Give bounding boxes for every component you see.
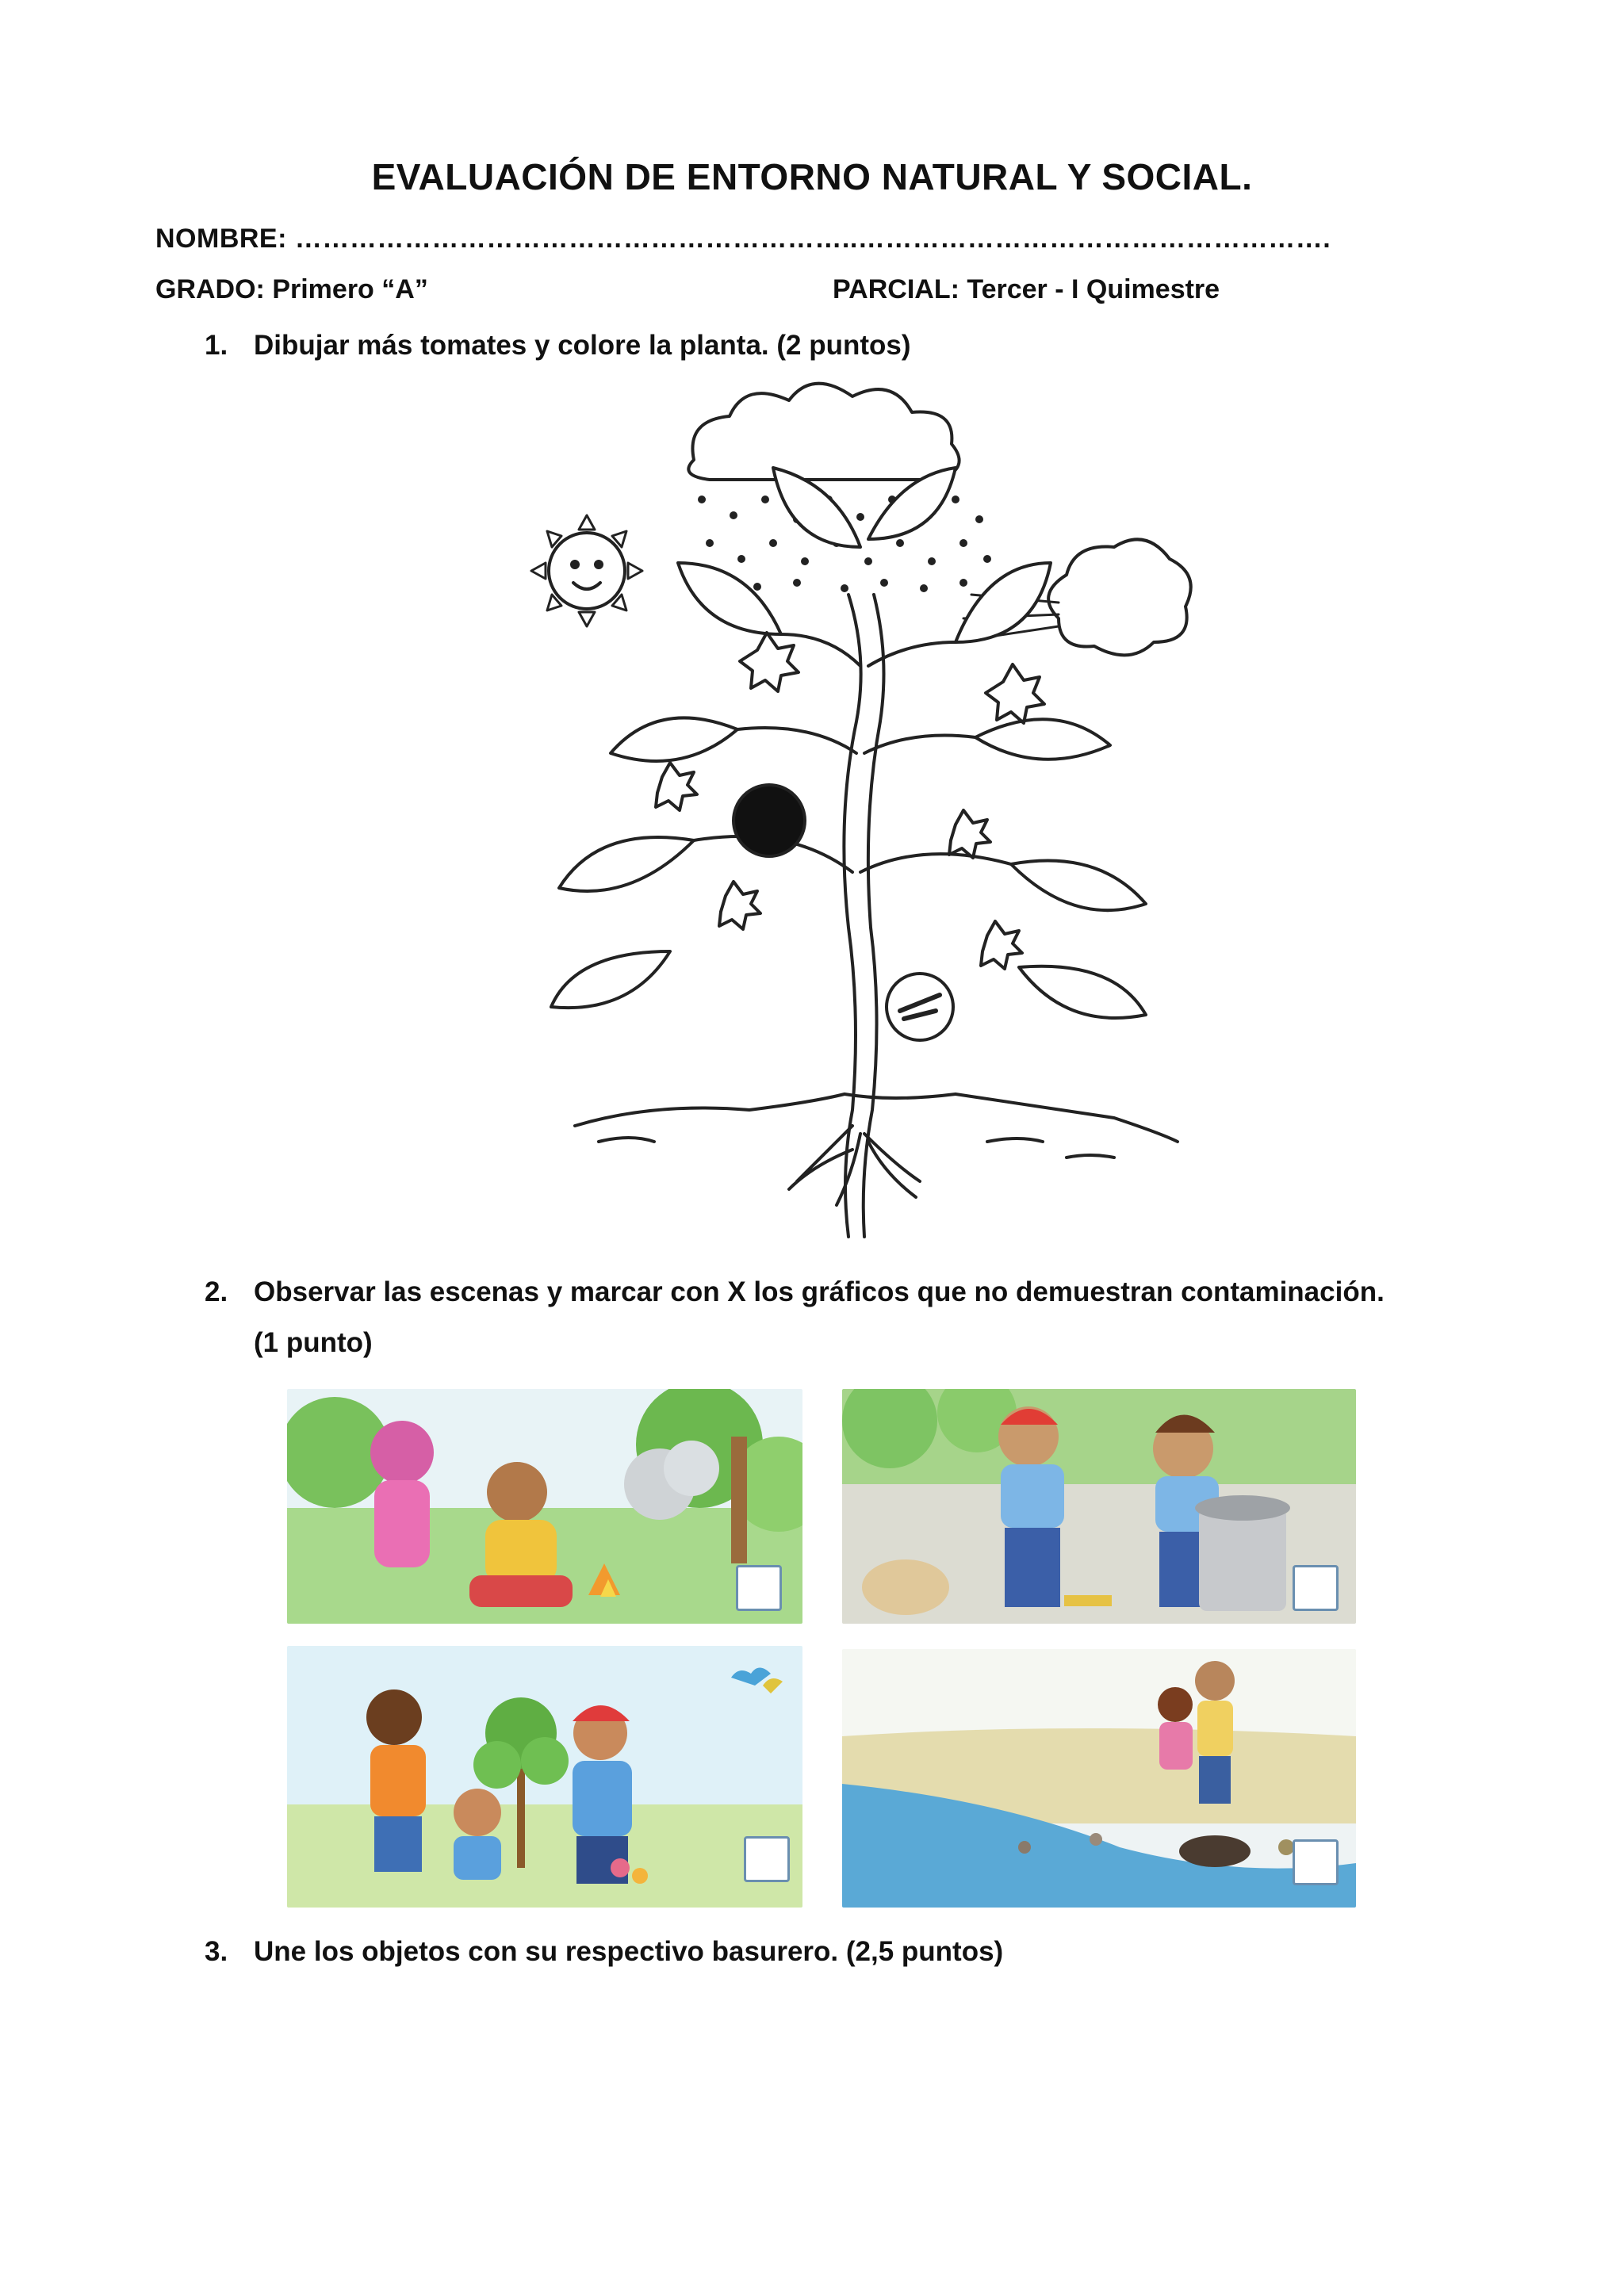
page-title: EVALUACIÓN DE ENTORNO NATURAL Y SOCIAL. [371, 156, 1253, 197]
question-3-text: Une los objetos con su respectivo basurero. (2,5 puntos) [254, 1936, 1004, 1967]
grade-label: GRADO: Primero “A” [155, 274, 428, 304]
question-3 [205, 1936, 1003, 1968]
scene-sweeping-checkbox[interactable] [1293, 1565, 1339, 1611]
question-1-text: Dibujar más tomates y colore la planta. (2 puntos) [254, 330, 911, 361]
question-1-number: 1. [205, 330, 228, 361]
tomato-plant-icon [551, 468, 1178, 1237]
scene-river [842, 1649, 1356, 1908]
question-2-points: (1 punto) [254, 1327, 373, 1358]
scene-planting [287, 1646, 802, 1908]
question-3-number: 3. [205, 1936, 228, 1967]
scene-river-checkbox[interactable] [1293, 1839, 1339, 1885]
sun-icon [531, 515, 642, 626]
question-2 [205, 1276, 1385, 1308]
question-2-number: 2. [205, 1276, 228, 1307]
scene-sweeping [842, 1389, 1356, 1624]
question-1 [205, 330, 911, 362]
name-field[interactable]: NOMBRE: ……………………………………………………..……………………………………………. [155, 224, 1331, 254]
tomato-plant-illustration[interactable] [511, 381, 1209, 1253]
scene-campfire-checkbox[interactable] [736, 1565, 782, 1611]
scene-planting-checkbox[interactable] [744, 1836, 790, 1882]
question-2-text: Observar las escenas y marcar con X los gráficos que no demuestran contaminación. [254, 1276, 1385, 1307]
scene-campfire [287, 1389, 802, 1624]
partial-label: PARCIAL: Tercer - I Quimestre [833, 274, 1220, 304]
